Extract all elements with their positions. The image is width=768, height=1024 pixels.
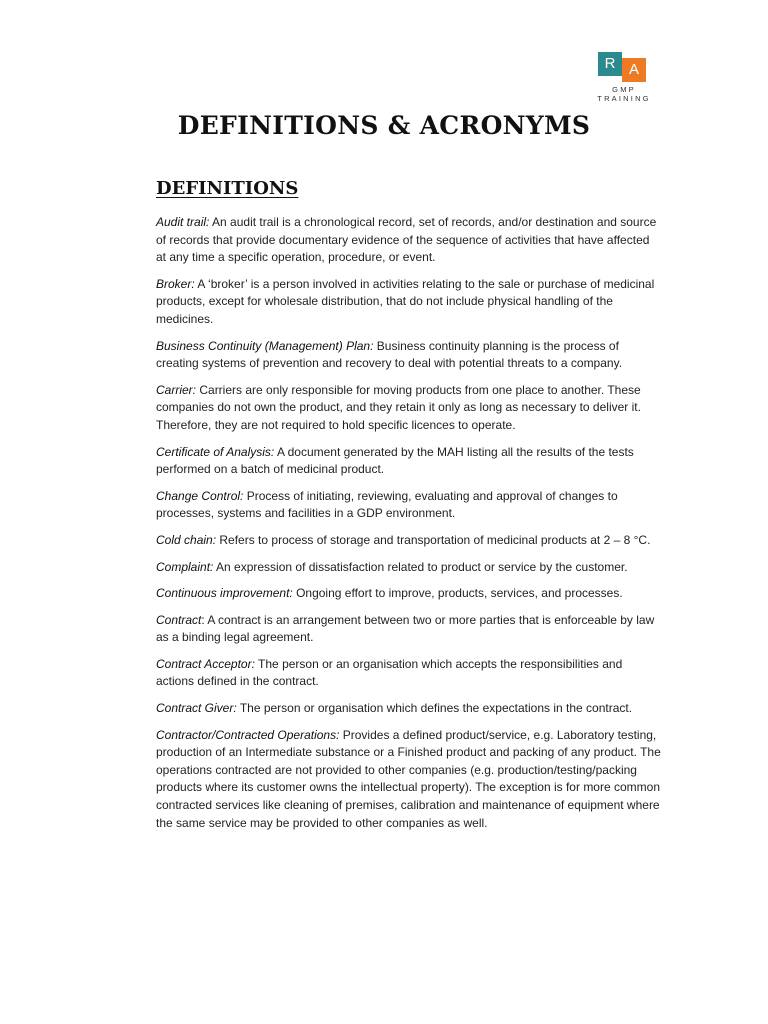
definition-item bbox=[156, 727, 662, 833]
definition-item bbox=[156, 214, 662, 267]
definition-term: Business Continuity (Management) Plan: bbox=[156, 338, 374, 353]
definition-text: A document generated by the MAH listing all the results of the tests performed on a batch of medicinal product. bbox=[156, 444, 634, 477]
definition-term: Certificate of Analysis: bbox=[156, 444, 275, 459]
definition-text: Carriers are only responsible for moving products from one place to another. These companies do not own the product, and they retain it only as long as necessary to deliver it. Therefore, they are not required to hold specific licences to operate. bbox=[156, 382, 641, 432]
definition-item bbox=[156, 382, 662, 435]
logo-a-box: A bbox=[622, 58, 646, 82]
definition-term: Complaint: bbox=[156, 559, 214, 574]
definition-item bbox=[156, 656, 662, 691]
definition-text: Process of initiating, reviewing, evaluating and approval of changes to processes, systems and facilities in a GDP environment. bbox=[156, 488, 618, 521]
definition-text: The person or an organisation which accepts the responsibilities and actions defined in the contract. bbox=[156, 656, 623, 689]
definition-term: Audit trail: bbox=[156, 215, 210, 229]
definition-text: Business continuity planning is the process of creating systems of prevention and recovery to deal with potential threats to a company. bbox=[156, 338, 623, 371]
definitions-list bbox=[156, 214, 662, 841]
definition-text: Provides a defined product/service, e.g. Laboratory testing, production of an Intermediate substance or a Finished product and packing of any product. The operations contracted are not provided to other companies (e.g. production/testing/packing products where its customer owns the intellectual property). The exception is for more common contracted services like cleaning of premises, calibration and maintenance of equipment where the same service may be provided to other companies as well. bbox=[156, 727, 661, 830]
company-logo bbox=[596, 52, 652, 106]
definition-item bbox=[156, 532, 662, 550]
definition-term: Cold chain: bbox=[156, 532, 217, 547]
definition-term: Change Control: bbox=[156, 488, 244, 503]
logo-text-line2: TRAINING bbox=[597, 94, 651, 103]
definition-item bbox=[156, 276, 662, 329]
definition-text: An expression of dissatisfaction related to product or service by the customer. bbox=[213, 559, 628, 574]
definition-item bbox=[156, 559, 662, 577]
section-heading-definitions: DEFINITIONS bbox=[156, 178, 299, 199]
definition-text: An audit trail is a chronological record, set of records, and/or destination and source of records that provide documentary evidence of the sequence of activities that have affected at any time a specific operation, procedure, or event. bbox=[156, 215, 657, 265]
definition-text: A ‘broker’ is a person involved in activities relating to the sale or purchase of medicinal products, except for wholesale distribution, that do not include physical handling of the medicines. bbox=[156, 276, 655, 326]
definition-item bbox=[156, 444, 662, 479]
definition-term: Contract bbox=[156, 612, 202, 627]
definition-item bbox=[156, 700, 662, 718]
document-title: DEFINITIONS & ACRONYMS bbox=[177, 111, 591, 140]
definition-item bbox=[156, 585, 662, 603]
logo-text-line1: GMP bbox=[612, 85, 636, 94]
definition-item bbox=[156, 338, 662, 373]
definition-item bbox=[156, 488, 662, 523]
definition-term: Contract Acceptor: bbox=[156, 656, 255, 671]
definition-text: The person or organisation which defines the expectations in the contract. bbox=[236, 701, 633, 716]
logo-r-box: R bbox=[598, 52, 622, 76]
definition-text: Refers to process of storage and transportation of medicinal products at 2 – 8 °C. bbox=[216, 532, 651, 547]
definition-term: Broker: bbox=[156, 276, 195, 291]
definition-text: Ongoing effort to improve, products, services, and processes. bbox=[292, 586, 623, 601]
definition-term: Contractor/Contracted Operations: bbox=[156, 727, 340, 742]
definition-term: Contract Giver: bbox=[156, 701, 237, 716]
definition-item bbox=[156, 612, 662, 647]
definition-text: : A contract is an arrangement between two or more parties that is enforceable by law as a binding legal agreement. bbox=[156, 612, 655, 645]
definition-term: Carrier: bbox=[156, 382, 197, 397]
definition-term: Continuous improvement: bbox=[156, 586, 293, 601]
